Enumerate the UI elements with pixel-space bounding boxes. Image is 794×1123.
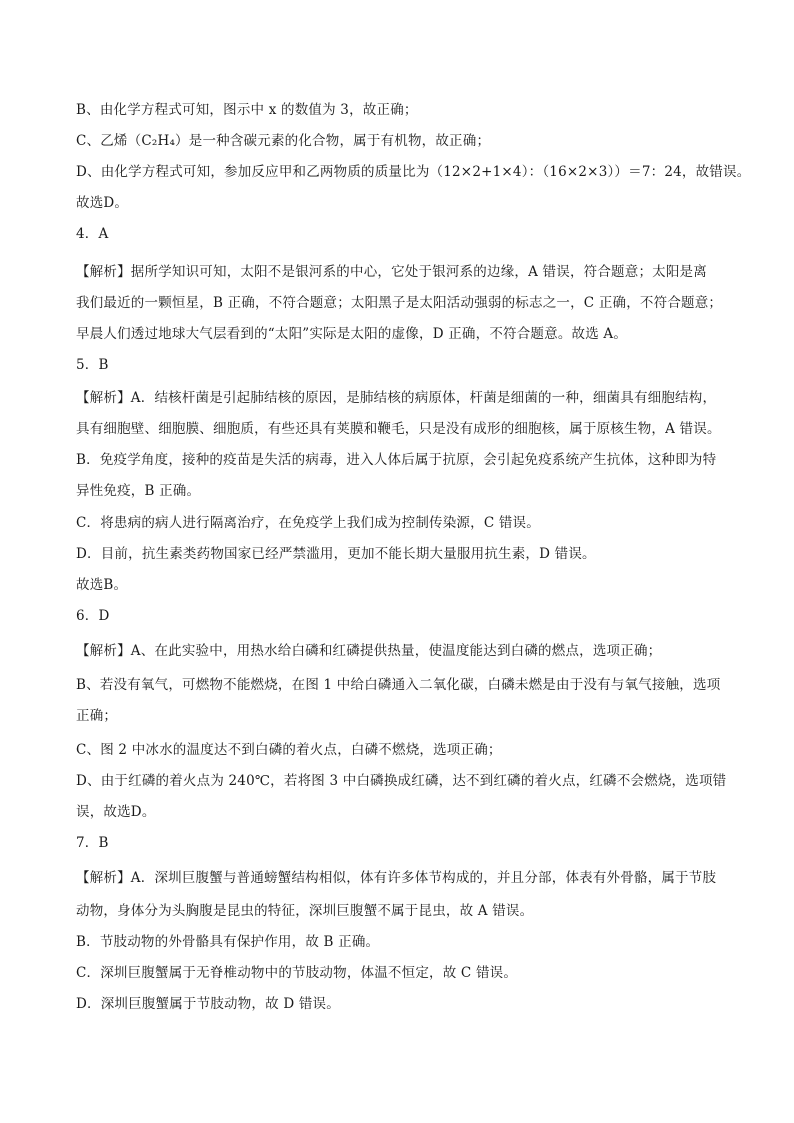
question-6-analysis-line-1: 【解析】A、在此实验中，用热水给白磷和红磷提供热量，使温度能达到白磷的燃点，选项正确； — [76, 643, 662, 659]
question-7-analysis-line-1: 【解析】A．深圳巨腹蟹与普通螃蟹结构相似，体有许多体节构成的，并且分部，体表有外骨骼，属于节肢 — [76, 870, 717, 886]
question-6-analysis-line-2: B、若没有氧气，可燃物不能燃烧，在图 1 中给白磷通入二氧化碳，白磷未燃是由于没有与氧气接触，选项 — [76, 677, 721, 693]
question-5-answer: 5．B — [76, 357, 109, 373]
question-5-analysis-line-3: B．免疫学角度，接种的疫苗是失活的病毒，进入人体后属于抗原，会引起免疫系统产生抗体，这种即为特 — [76, 452, 717, 468]
question-7-analysis-line-5: D．深圳巨腹蟹属于节肢动物，故 D 错误。 — [76, 996, 340, 1012]
text-line-d-mass-ratio: D、由化学方程式可知，参加反应甲和乙两物质的质量比为（12×2+1×4）：（16×2×3））＝7：24，故错误。 — [76, 164, 751, 180]
question-5-analysis-line-4: 异性免疫，B 正确。 — [76, 483, 201, 499]
question-4-analysis-line-2: 我们最近的一颗恒星，B 正确，不符合题意；太阳黑子是太阳活动强弱的标志之一，C 正确，不符合题意； — [76, 295, 723, 311]
question-7-analysis-line-3: B．节肢动物的外骨骼具有保护作用，故 B 正确。 — [76, 934, 380, 950]
question-5-conclusion: 故选B。 — [76, 577, 128, 593]
question-6-analysis-line-5: D、由于红磷的着火点为 240℃，若将图 3 中白磷换成红磷，达不到红磷的着火点，红磷不会燃烧，选项错 — [76, 773, 727, 789]
text-line-b-x-value: B、由化学方程式可知，图示中 x 的数值为 3，故正确； — [76, 102, 418, 118]
text-line-answer-3: 故选D。 — [76, 195, 129, 211]
question-5-analysis-line-6: D．目前，抗生素类药物国家已经严禁滥用，更加不能长期大量服用抗生素，D 错误。 — [76, 546, 596, 562]
question-5-analysis-line-1: 【解析】A．结核杆菌是引起肺结核的原因，是肺结核的病原体，杆菌是细菌的一种，细菌具有细胞结构， — [76, 390, 717, 406]
question-4-answer: 4．A — [76, 226, 109, 242]
question-6-analysis-line-6: 误，故选D。 — [76, 804, 156, 820]
question-5-analysis-line-2: 具有细胞壁、细胞膜、细胞质，有些还具有荚膜和鞭毛，只是没有成形的细胞核，属于原核生物，A 错误。 — [76, 421, 721, 437]
question-7-analysis-line-4: C．深圳巨腹蟹属于无脊椎动物中的节肢动物，体温不恒定，故 C 错误。 — [76, 965, 518, 981]
question-6-answer: 6．D — [76, 608, 110, 624]
text-line-c-ethylene: C、乙烯（C₂H₄）是一种含碳元素的化合物，属于有机物，故正确； — [76, 133, 491, 149]
question-6-analysis-line-3: 正确； — [76, 708, 118, 724]
question-5-analysis-line-5: C．将患病的病人进行隔离治疗，在免疫学上我们成为控制传染源，C 错误。 — [76, 515, 540, 531]
question-4-analysis-line-3: 早晨人们透过地球大气层看到的“太阳”实际是太阳的虚像，D 正确，不符合题意。故选 A。 — [76, 326, 628, 342]
question-7-answer: 7．B — [76, 835, 109, 851]
question-6-analysis-line-4: C、图 2 中冰水的温度达不到白磷的着火点，白磷不燃烧，选项正确； — [76, 742, 502, 758]
question-4-analysis-line-1: 【解析】据所学知识可知，太阳不是银河系的中心，它处于银河系的边缘，A 错误，符合题意；太阳是离 — [76, 264, 707, 280]
question-7-analysis-line-2: 动物，身体分为头胸腹是昆虫的特征，深圳巨腹蟹不属于昆虫，故 A 错误。 — [76, 903, 534, 919]
